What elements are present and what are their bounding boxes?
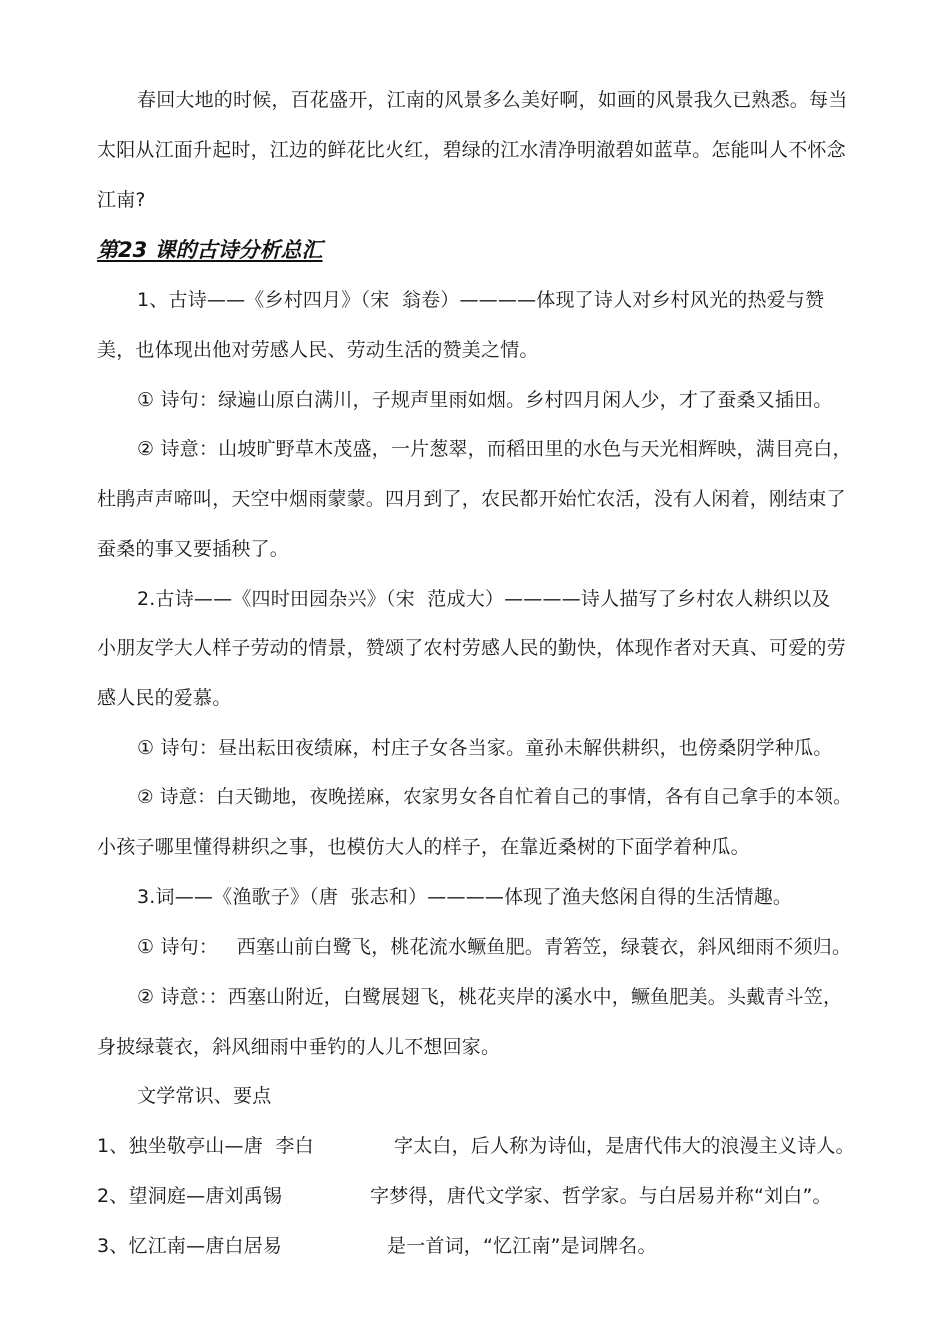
poem-meaning-line: ② 诗意：：西塞山附近，白鹭展翅飞，桃花夹岸的溪水中，鳜鱼肥美。头戴青斗笠，	[137, 986, 843, 1008]
poem-meaning-line: 身披绿蓑衣，斜风细雨中垂钓的人儿不想回家。	[97, 1036, 501, 1058]
poem-verse: ① 诗句：昼出耘田夜绩麻，村庄子女各当家。童孙未解供耕织，也傍桑阴学种瓜。	[137, 737, 833, 759]
literature-item-note: 是一首词，“忆江南”是词牌名。	[387, 1235, 657, 1257]
literature-item-note: 字梦得，唐代文学家、哲学家。与白居易并称“刘白”。	[370, 1185, 832, 1207]
poem-heading-line: 美，也体现出他对劳感人民、劳动生活的赞美之情。	[97, 339, 539, 361]
poem-heading-line: 1、古诗——《乡村四月》（宋 翁卷）————体现了诗人对乡村风光的热爱与赞	[137, 289, 825, 311]
intro-line: 春回大地的时候，百花盛开，江南的风景多么美好啊，如画的风景我久已熟悉。每当	[137, 89, 848, 111]
poem-heading-line: 感人民的爱慕。	[97, 687, 232, 709]
literature-item-note: 字太白，后人称为诗仙，是唐代伟大的浪漫主义诗人。	[394, 1135, 855, 1157]
literature-item-title: 1、独坐敬亭山—唐 李白	[97, 1135, 314, 1157]
intro-line: 太阳从江面升起时，江边的鲜花比火红，碧绿的江水清净明澈碧如蓝草。怎能叫人不怀念	[97, 139, 846, 161]
literature-item-title: 3、忆江南—唐白居易	[97, 1235, 283, 1257]
poem-meaning-line: 杜鹃声声啼叫，天空中烟雨蒙蒙。四月到了，农民都开始忙农活，没有人闲着，刚结束了	[97, 488, 846, 510]
poem-meaning-line: ② 诗意：白天锄地，夜晚搓麻，农家男女各自忙着自己的事情，各有自己拿手的本领。	[137, 787, 852, 808]
poem-meaning-line: 小孩子哪里懂得耕织之事，也模仿大人的样子，在靠近桑树的下面学着种瓜。	[97, 836, 750, 858]
literature-title: 文学常识、要点	[137, 1085, 272, 1107]
section-title: 第23 课的古诗分析总汇	[97, 238, 323, 262]
poem-meaning-line: 蚕桑的事又要插秧了。	[97, 538, 290, 560]
poem-heading-line: 2.古诗——《四时田园杂兴》（宋 范成大）————诗人描写了乡村农人耕织以及	[137, 588, 831, 610]
poem-heading-line: 3.词——《渔歌子》（唐 张志和）————体现了渔夫悠闲自得的生活情趣。	[137, 886, 793, 908]
poem-verse: ① 诗句：绿遍山原白满川，子规声里雨如烟。乡村四月闲人少，才了蚕桑又插田。	[137, 389, 833, 411]
poem-meaning-line: ② 诗意：山坡旷野草木茂盛，一片葱翠，而稻田里的水色与天光相辉映，满目亮白，	[137, 438, 852, 460]
poem-heading-line: 小朋友学大人样子劳动的情景，赞颂了农村劳感人民的勤快，体现作者对天真、可爱的劳	[97, 637, 846, 659]
literature-item-title: 2、望洞庭—唐刘禹锡	[97, 1185, 283, 1207]
poem-verse: ① 诗句： 西塞山前白鹭飞，桃花流水鳜鱼肥。青箬笠，绿蓑衣，斜风细雨不须归。	[137, 936, 852, 958]
intro-line: 江南?	[97, 189, 146, 211]
